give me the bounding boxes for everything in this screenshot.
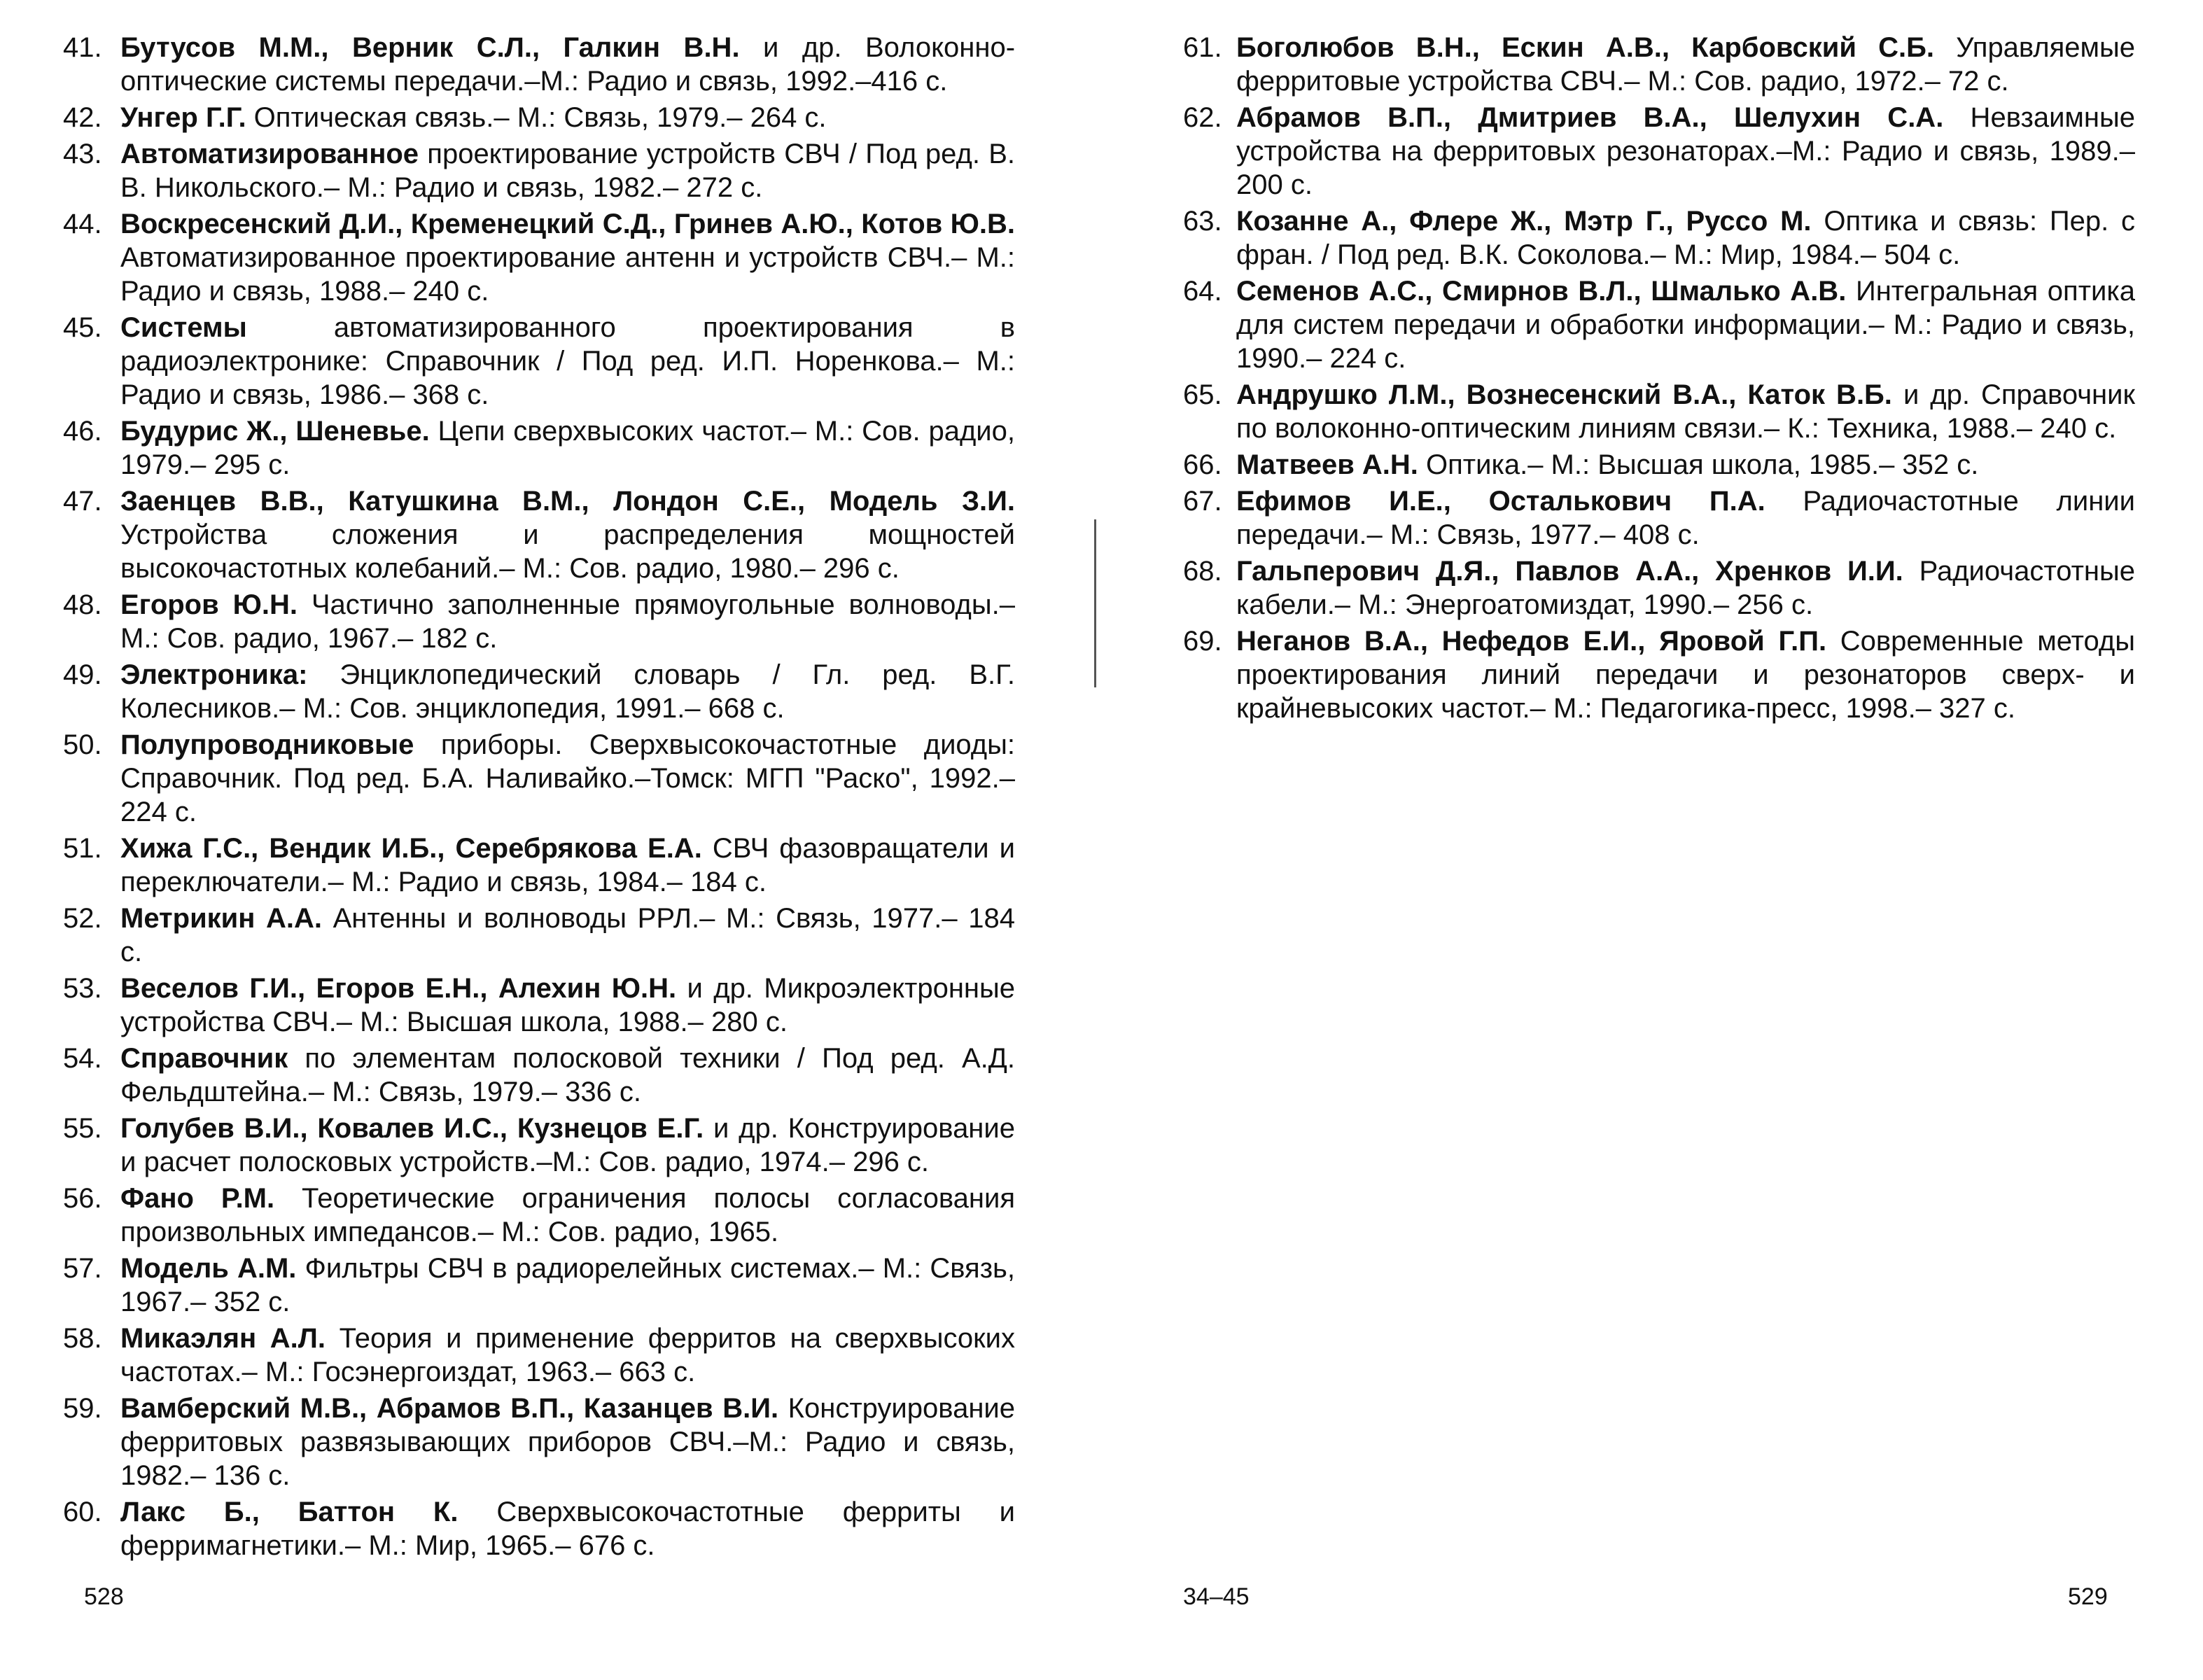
entry-text: Теоретические ограничения полосы согласования произвольных импедансов.– М.: Сов. радио, 1965. <box>120 1183 1016 1247</box>
entry-number: 48. <box>63 589 102 620</box>
entry-authors: Микаэлян А.Л. <box>120 1323 326 1354</box>
bibliography-entry <box>63 311 1015 412</box>
entry-number: 51. <box>63 833 102 864</box>
entry-text: Антенны и волноводы РРЛ.– М.: Связь, 1977.– 184 с. <box>120 903 1015 967</box>
entry-authors: Справочник <box>120 1043 288 1074</box>
bibliography-entry <box>63 207 1015 308</box>
entry-number: 54. <box>63 1043 102 1074</box>
entry-text: по элементам полосковой техники / Под ред. А.Д. Фельдштейна.– М.: Связь, 1979.– 336 с. <box>120 1043 1015 1107</box>
entry-authors: Гальперович Д.Я., Павлов А.А., Хренков И.И. <box>1236 556 1903 587</box>
bibliography-entry <box>63 658 1015 725</box>
entry-number: 64. <box>1183 276 1222 307</box>
bibliography-entry <box>63 414 1015 482</box>
entry-number: 63. <box>1183 206 1222 237</box>
entry-text: Энциклопедический словарь / Гл. ред. В.Г. Колесников.– М.: Сов. энциклопедия, 1991.– 668 с. <box>120 659 1015 724</box>
entry-number: 56. <box>63 1183 102 1214</box>
entry-number: 42. <box>63 102 102 133</box>
bibliography-entry <box>1183 204 2135 272</box>
entry-number: 44. <box>63 209 102 239</box>
entry-text: Невзаимные устройства на ферритовых резонаторах.–М.: Радио и связь, 1989.– 200 с. <box>1236 102 2136 200</box>
page-number-left: 528 <box>84 1583 124 1610</box>
bibliography-entry <box>1183 448 2135 482</box>
bibliography-entry <box>1183 378 2135 445</box>
entry-authors: Полупроводниковые <box>120 729 414 760</box>
entry-text: Устройства сложения и распределения мощностей высокочастотных колебаний.– М.: Сов. радио, 1980.– 296 с. <box>120 519 1015 584</box>
entry-text: Частично заполненные прямоугольные волноводы.– М.: Сов. радио, 1967.– 182 с. <box>120 589 1015 654</box>
entry-text: Современные методы проектирования линий передачи и резонаторов сверх- и крайневысоких частот.– М.: Педагогика-пресс, 1998.– 327 с. <box>1236 626 2135 724</box>
entry-authors: Автоматизированное <box>120 139 419 169</box>
entry-number: 58. <box>63 1323 102 1354</box>
left-page-bibliography <box>63 31 1015 1565</box>
bibliography-entry <box>63 137 1015 204</box>
entry-authors: Заенцев В.В., Катушкина В.М., Лондон С.Е., Модель З.И. <box>120 486 1015 517</box>
entry-text: Радиочастотные линии передачи.– М.: Связь, 1977.– 408 с. <box>1236 486 2135 550</box>
bibliography-entry <box>63 1322 1015 1389</box>
bibliography-entry <box>63 972 1015 1039</box>
entry-number: 50. <box>63 729 102 760</box>
entry-number: 53. <box>63 973 102 1004</box>
entry-authors: Модель А.М. <box>120 1253 297 1284</box>
entry-text: автоматизированного проектирования в радиоэлектронике: Справочник / Под ред. И.П. Норенкова.– М.: Радио и связь, 1986.– 368 с. <box>120 312 1015 410</box>
entry-text: Интегральная оптика для систем передачи и обработки информации.– М.: Радио и связь, 1990.– 224 с. <box>1236 276 2135 374</box>
entry-text: Оптика.– М.: Высшая школа, 1985.– 352 с. <box>1418 449 1979 480</box>
entry-text: и др. Волоконно-оптические системы передачи.–М.: Радио и связь, 1992.–416 с. <box>120 32 1016 97</box>
entry-number: 52. <box>63 903 102 934</box>
entry-number: 68. <box>1183 556 1222 587</box>
entry-text: Фильтры СВЧ в радиорелейных системах.– М.: Связь, 1967.– 352 с. <box>120 1253 1015 1317</box>
entry-authors: Унгер Г.Г. <box>120 102 246 133</box>
bibliography-entry <box>1183 274 2135 375</box>
bibliography-entry <box>63 484 1015 585</box>
entry-authors: Егоров Ю.Н. <box>120 589 298 620</box>
entry-authors: Вамберский М.В., Абрамов В.П., Казанцев В.И. <box>120 1393 779 1424</box>
bibliography-entry <box>63 1042 1015 1109</box>
entry-authors: Лакс Б., Баттон К. <box>120 1497 459 1527</box>
entry-authors: Бутусов М.М., Верник С.Л., Галкин В.Н. <box>120 32 740 63</box>
entry-text: приборы. Сверхвысокочастотные диоды: Справочник. Под ред. Б.А. Наливайко.–Томск: МГП "Раско", 1992.– 224 с. <box>120 729 1015 827</box>
entry-number: 46. <box>63 416 102 447</box>
page-fold-line <box>1094 519 1096 687</box>
bibliography-entry <box>1183 31 2135 98</box>
entry-text: СВЧ фазовращатели и переключатели.– М.: Радио и связь, 1984.– 184 с. <box>120 833 1016 897</box>
entry-authors: Электроника: <box>120 659 308 690</box>
entry-authors: Матвеев А.Н. <box>1236 449 1418 480</box>
bibliography-entry <box>63 588 1015 655</box>
entry-authors: Фано Р.М. <box>120 1183 275 1214</box>
entry-number: 65. <box>1183 379 1222 410</box>
entry-authors: Козанне А., Флере Ж., Мэтр Г., Руссо М. <box>1236 206 1812 237</box>
entry-number: 41. <box>63 32 102 63</box>
entry-text: и др. Конструирование и расчет полосковых устройств.–М.: Сов. радио, 1974.– 296 с. <box>120 1113 1015 1177</box>
entry-authors: Веселов Г.И., Егоров Е.Н., Алехин Ю.Н. <box>120 973 677 1004</box>
entry-number: 47. <box>63 486 102 517</box>
bibliography-entry <box>63 1252 1015 1319</box>
entry-authors: Будурис Ж., Шеневье. <box>120 416 430 447</box>
bibliography-entry <box>1183 554 2135 622</box>
bibliography-entry <box>63 832 1015 899</box>
bibliography-entry <box>63 1495 1015 1562</box>
entry-text: Оптика и связь: Пер. с фран. / Под ред. В.К. Соколова.– М.: Мир, 1984.– 504 с. <box>1236 206 2135 270</box>
entry-authors: Системы <box>120 312 247 343</box>
entry-number: 57. <box>63 1253 102 1284</box>
bibliography-entry <box>1183 101 2135 202</box>
entry-number: 62. <box>1183 102 1222 133</box>
entry-number: 59. <box>63 1393 102 1424</box>
bibliography-entry <box>63 31 1015 98</box>
entry-text: Цепи сверхвысоких частот.– М.: Сов. радио, 1979.– 295 с. <box>120 416 1015 480</box>
bibliography-entry <box>1183 624 2135 725</box>
entry-authors: Хижа Г.С., Вендик И.Б., Серебрякова Е.А. <box>120 833 702 864</box>
bibliography-entry <box>63 1392 1015 1492</box>
entry-authors: Воскресенский Д.И., Кременецкий С.Д., Гринев А.Ю., Котов Ю.В. <box>120 209 1015 239</box>
entry-text: и др. Микроэлектронные устройства СВЧ.– М.: Высшая школа, 1988.– 280 с. <box>120 973 1016 1037</box>
entry-text: и др. Справочник по волоконно-оптическим линиям связи.– К.: Техника, 1988.– 240 с. <box>1236 379 2135 444</box>
entry-number: 55. <box>63 1113 102 1144</box>
bibliography-entry <box>63 902 1015 969</box>
entry-text: Конструирование ферритовых развязывающих приборов СВЧ.–М.: Радио и связь, 1982.– 136 с. <box>120 1393 1015 1491</box>
page-number-right: 529 <box>2068 1583 2108 1610</box>
entry-authors: Семенов А.С., Смирнов В.Л., Шмалько А.В. <box>1236 276 1847 307</box>
entry-text: Оптическая связь.– М.: Связь, 1979.– 264 с. <box>246 102 827 133</box>
entry-authors: Неганов В.А., Нефедов Е.И., Яровой Г.П. <box>1236 626 1827 657</box>
signature-mark: 34–45 <box>1183 1583 1250 1610</box>
entry-number: 60. <box>63 1497 102 1527</box>
entry-number: 69. <box>1183 626 1222 657</box>
entry-number: 67. <box>1183 486 1222 517</box>
bibliography-entry <box>63 101 1015 134</box>
entry-authors: Абрамов В.П., Дмитриев В.А., Шелухин С.А. <box>1236 102 1944 133</box>
entry-authors: Андрушко Л.М., Вознесенский В.А., Каток В.Б. <box>1236 379 1892 410</box>
entry-text: Управляемые ферритовые устройства СВЧ.– М.: Сов. радио, 1972.– 72 с. <box>1236 32 2136 97</box>
entry-number: 43. <box>63 139 102 169</box>
right-page-bibliography <box>1183 31 2135 728</box>
bibliography-entry <box>1183 484 2135 552</box>
entry-authors: Голубев В.И., Ковалев И.С., Кузнецов Е.Г. <box>120 1113 704 1144</box>
bibliography-entry <box>63 1112 1015 1179</box>
entry-authors: Ефимов И.Е., Осталькович П.А. <box>1236 486 1765 517</box>
bibliography-entry <box>63 728 1015 829</box>
entry-authors: Боголюбов В.Н., Ескин А.В., Карбовский С.Б. <box>1236 32 1934 63</box>
entry-authors: Метрикин А.А. <box>120 903 323 934</box>
entry-text: Сверхвысокочастотные ферриты и ферримагнетики.– М.: Мир, 1965.– 676 с. <box>120 1497 1015 1561</box>
entry-text: Радиочастотные кабели.– М.: Энергоатомиздат, 1990.– 256 с. <box>1236 556 2135 620</box>
entry-number: 45. <box>63 312 102 343</box>
entry-number: 49. <box>63 659 102 690</box>
entry-text: проектирование устройств СВЧ / Под ред. В. В. Никольского.– М.: Радио и связь, 1982.– 272 с. <box>120 139 1015 203</box>
entry-number: 66. <box>1183 449 1222 480</box>
entry-number: 61. <box>1183 32 1222 63</box>
bibliography-entry <box>63 1182 1015 1249</box>
entry-text: Теория и применение ферритов на сверхвысоких частотах.– М.: Госэнергоиздат, 1963.– 663 с. <box>120 1323 1015 1387</box>
entry-text: Автоматизированное проектирование антенн и устройств СВЧ.– М.: Радио и связь, 1988.– 240 с. <box>120 242 1015 307</box>
